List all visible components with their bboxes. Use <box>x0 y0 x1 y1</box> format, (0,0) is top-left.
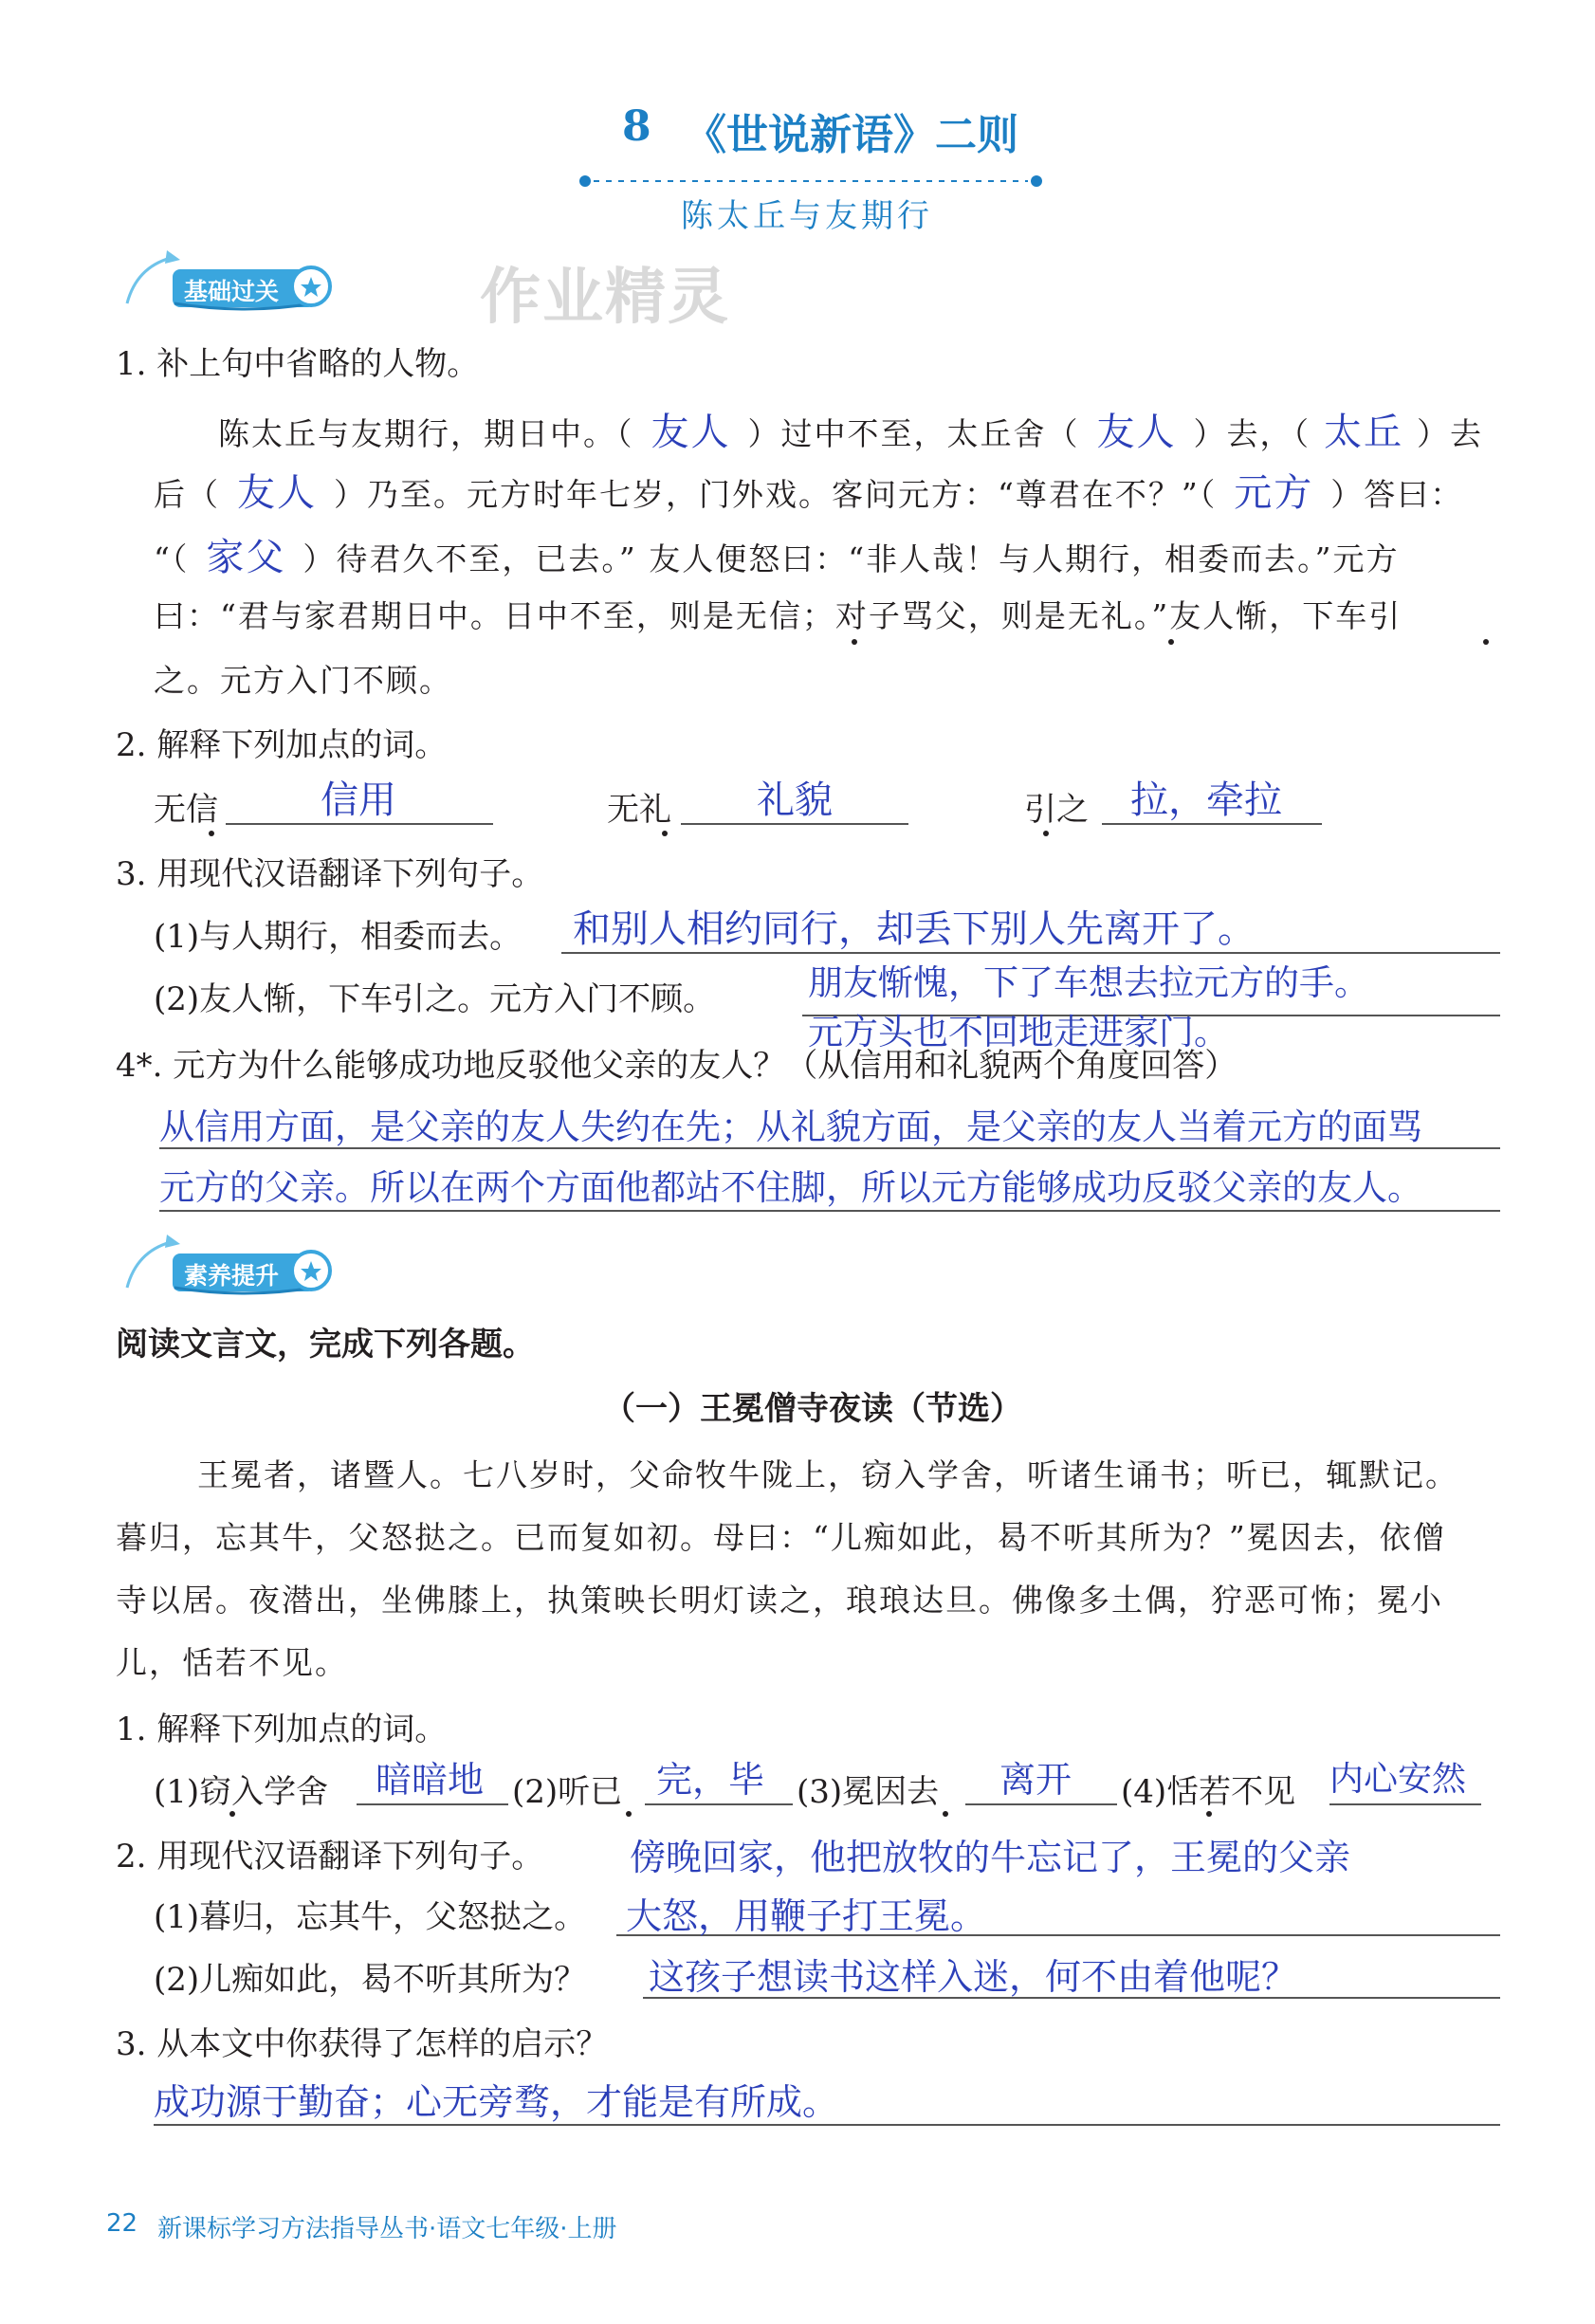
answer-fill: 友人 <box>237 471 317 515</box>
answer-fill: 太丘 <box>1324 411 1403 454</box>
term-answer: 内心安然 <box>1329 1760 1467 1799</box>
passage-line <box>218 402 1483 456</box>
emphasis-dot <box>626 1811 632 1817</box>
term-answer: 完，毕 <box>656 1759 765 1801</box>
text-segment: ）去 <box>1417 415 1483 452</box>
term-label: (1)窃入学舍 <box>154 1773 329 1811</box>
emphasis-dot <box>662 831 668 836</box>
passage-line: 暮归，忘其牛，父怒挞之。已而复如初。母曰：“儿痴如此，曷不听其所为？”冕因去，依僧 <box>116 1519 1446 1556</box>
passage-line <box>154 463 1463 517</box>
text-segment: ）答曰： <box>1330 476 1464 513</box>
term-label: 无礼 <box>607 791 671 829</box>
sentence-1: (1)与人期行，相委而去。 <box>154 918 522 956</box>
page-number: 22 <box>106 2209 138 2238</box>
answer-fill: 友人 <box>651 411 731 454</box>
answer-fill: 家父 <box>206 536 286 579</box>
essay-answer: 元方的父亲。所以在两个方面他都站不住脚，所以元方能够成功反驳父亲的友人。 <box>159 1167 1422 1208</box>
answer-line <box>159 1210 1500 1212</box>
emphasis-dot <box>943 1811 948 1817</box>
badge-label: 基础过关 <box>184 278 280 305</box>
emphasis-dot <box>209 831 214 836</box>
passage-line: 王冕者，诸暨人。七八岁时，父命牧牛陇上，窃入学舍，听诸生诵书；听已，辄默记。 <box>197 1456 1458 1493</box>
reading-intro: 阅读文言文，完成下列各题。 <box>116 1326 535 1363</box>
question-2-prompt: 2. 解释下列加点的词。 <box>116 726 448 764</box>
question-1-prompt: 1. 解释下列加点的词。 <box>116 1711 448 1748</box>
question-3-prompt: 3. 从本文中你获得了怎样的启示？ <box>116 2025 609 2063</box>
book-series: 新课标学习方法指导丛书·语文七年级·上册 <box>157 2215 617 2243</box>
text-segment: ）过中不至，太丘舍（ <box>747 415 1080 452</box>
translation-answer: 这孩子想读书这样入迷，何不由着他呢？ <box>649 1956 1298 1998</box>
answer-line <box>357 1803 508 1805</box>
section-badge-basic <box>118 248 345 315</box>
term-label: 引之 <box>1024 791 1089 829</box>
term-label: (3)冕因去 <box>797 1773 940 1811</box>
emphasis-dot <box>1483 639 1489 645</box>
passage-line: 曰：“君与家君期日中。日中不至，则是无信；对子骂父，则是无礼。”友人惭，下车引 <box>154 597 1402 634</box>
sentence-2: (2)儿痴如此，曷不听其所为？ <box>154 1961 587 1999</box>
term-answer: 拉，牵拉 <box>1130 778 1282 822</box>
passage-line: 儿，恬若不见。 <box>116 1644 348 1681</box>
term-label: 无信 <box>154 791 218 829</box>
text-segment: ）乃至。元方时年七岁，门外戏。客问元方：“尊君在不？”（ <box>334 476 1218 513</box>
text-segment: ）去，（ <box>1193 415 1311 452</box>
lesson-number: 8 <box>622 102 651 151</box>
passage-title: （一）王冕僧寺夜读（节选） <box>603 1390 1022 1428</box>
term-label: (2)听已 <box>512 1773 623 1811</box>
emphasis-dot <box>1168 639 1174 645</box>
question-1-prompt: 1. 补上句中省略的人物。 <box>116 345 480 383</box>
title-divider <box>578 174 1043 188</box>
essay-answer: 从信用方面，是父亲的友人失约在先；从礼貌方面，是父亲的友人当着元方的面骂 <box>159 1107 1422 1147</box>
lesson-subtitle: 陈太丘与友期行 <box>681 197 933 235</box>
emphasis-dot <box>1206 1811 1212 1817</box>
translation-answer: 傍晚回家，他把放牧的牛忘记了，王冕的父亲 <box>630 1837 1351 1878</box>
term-label: (4)恬若不见 <box>1121 1773 1296 1811</box>
text-segment: 陈太丘与友期行，期日中。（ <box>218 415 634 452</box>
translation-answer: 朋友惭愧，下了车想去拉元方的手。 <box>808 962 1369 1003</box>
answer-line <box>645 1803 793 1805</box>
passage-line: 寺以居。夜潜出，坐佛膝上，执策映长明灯读之，琅琅达旦。佛像多土偶，狞恶可怖；冕小 <box>116 1582 1443 1619</box>
emphasis-dot <box>229 1811 235 1817</box>
emphasis-dot <box>852 639 857 645</box>
lesson-title: 《世说新语》二则 <box>685 111 1018 159</box>
question-3-prompt: 3. 用现代汉语翻译下列句子。 <box>116 855 544 893</box>
emphasis-dot <box>1043 831 1049 836</box>
passage-line <box>154 527 1399 581</box>
term-answer: 信用 <box>321 778 396 822</box>
translation-answer: 和别人相约同行，却丢下别人先离开了。 <box>573 907 1256 951</box>
term-answer: 离开 <box>999 1759 1072 1801</box>
question-4-prompt: 4*. 元方为什么能够成功地反驳他父亲的友人？（从信用和礼貌两个角度回答） <box>116 1047 1238 1085</box>
sentence-1: (1)暮归，忘其牛，父怒挞之。 <box>154 1898 587 1936</box>
section-badge-advanced <box>118 1233 345 1299</box>
text-segment: ）待君久不至，已去。” 友人便怒曰：“非人哉！与人期行，相委而去。”元方 <box>302 540 1400 577</box>
question-2-prompt: 2. 用现代汉语翻译下列句子。 <box>116 1838 544 1876</box>
translation-answer: 大怒，用鞭子打王冕。 <box>626 1895 987 1937</box>
passage-line: 之。元方入门不顾。 <box>154 662 452 699</box>
text-segment: “（ <box>154 540 190 577</box>
term-answer: 礼貌 <box>757 778 833 822</box>
term-answer: 暗暗地 <box>376 1759 485 1801</box>
translation-answer: 元方头也不回地走进家门。 <box>808 1012 1229 1052</box>
badge-label: 素养提升 <box>184 1262 280 1290</box>
reflection-answer: 成功源于勤奋；心无旁骛，才能是有所成。 <box>154 2081 839 2123</box>
sentence-2: (2)友人惭，下车引之。元方入门不顾。 <box>154 980 716 1018</box>
answer-fill: 友人 <box>1096 411 1177 454</box>
text-segment: 后（ <box>154 476 220 513</box>
watermark-text: 作业精灵 <box>480 263 730 333</box>
answer-fill: 元方 <box>1234 471 1314 515</box>
answer-line <box>1329 1803 1481 1805</box>
answer-line <box>965 1803 1117 1805</box>
